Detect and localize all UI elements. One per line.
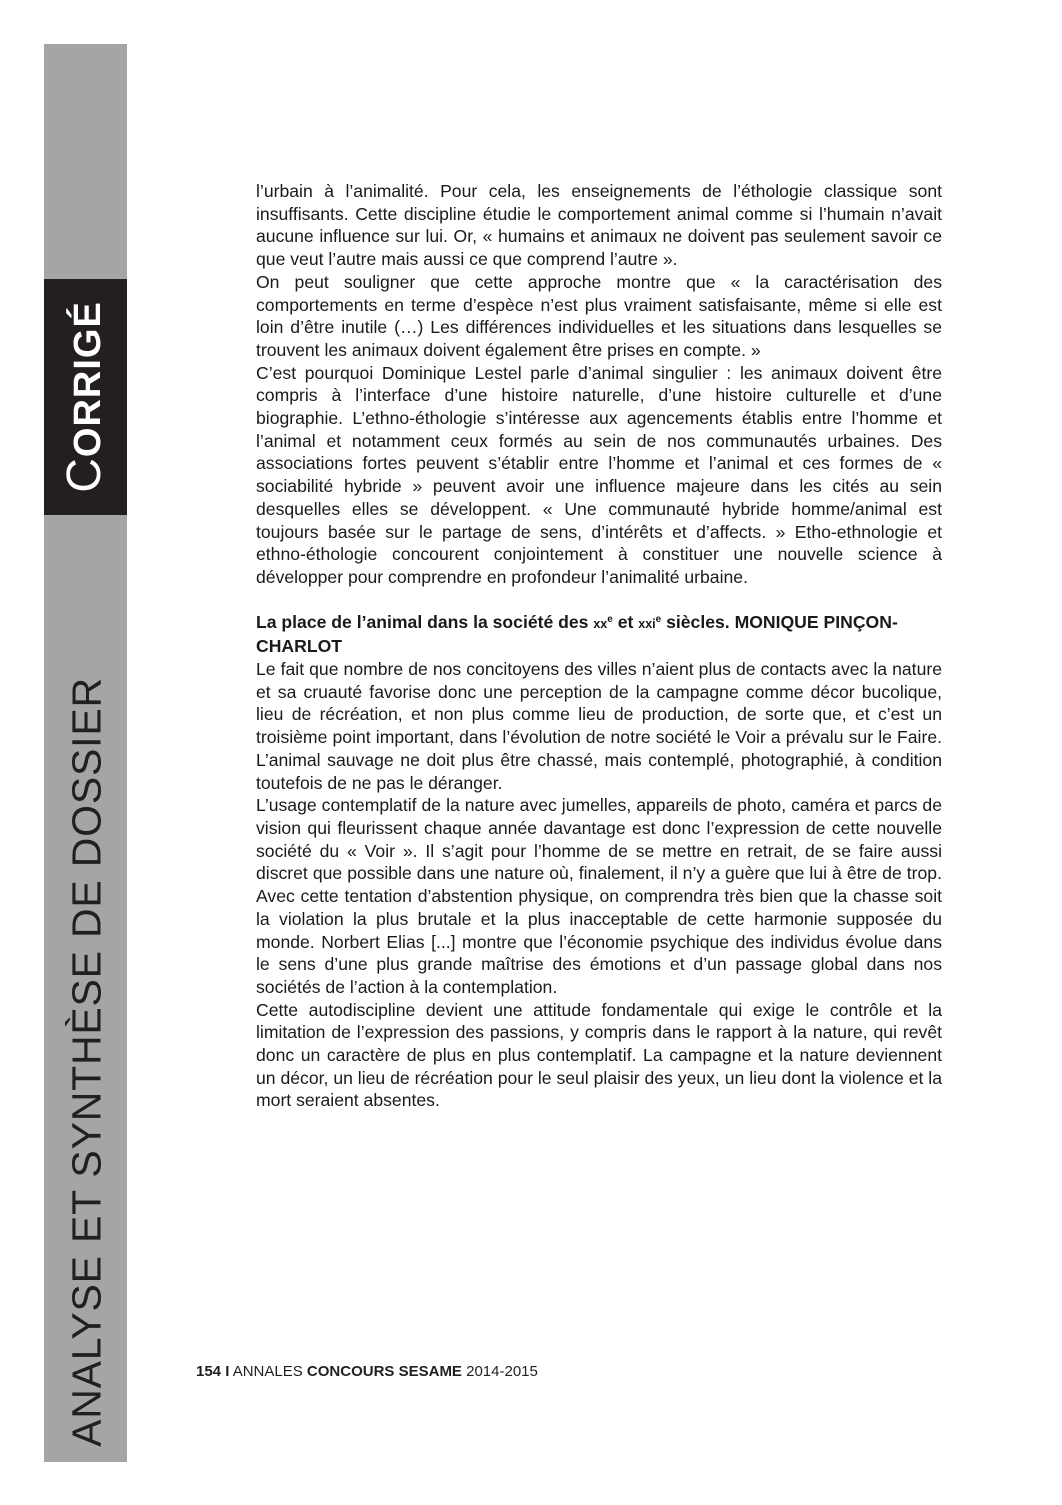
heading-text: et [612, 611, 639, 632]
heading-text: siècles. MONIQUE PINÇON-CHARLOT [256, 611, 898, 657]
heading-century: xx [593, 616, 608, 631]
page-number: 154 I [196, 1363, 230, 1380]
heading-century: xxi [638, 616, 656, 631]
section-label-rest: ORRIGÉ [67, 301, 109, 458]
paragraph: On peut souligner que cette approche montre que « la caractérisation des comportements en terme d’espèce n’est plus vraiment satisfaisante, même si elle est loin d’être inutile (…) Les différences individuelles et les situations dans lesquelles se trouvent les animaux doivent également être prises en compte. » [256, 271, 942, 360]
heading-sup: e [607, 613, 613, 625]
paragraph: Cette autodiscipline devient une attitude fondamentale qui exige le contrôle et la limitation de l’expression des passions, y compris dans le rapport à la nature, qui revêt donc un caractère de plus en plus contemplatif. La campagne et la nature deviennent un décor, un lieu de récréation pour le seul plaisir des yeux, un lieu dont la violence et la mort seraient absentes. [256, 999, 942, 1111]
paragraph: Le fait que nombre de nos concitoyens des villes n’aient plus de contacts avec la nature et sa cruauté favorise donc une perception de la campagne comme décor bucolique, lieu de récréation, et non plus comme lieu de production, de sorte que, et c’est un troisième point important, dans l’évolution de notre société le Voir a prévalu sur le Faire. L’animal sauvage ne doit plus être chassé, mais contemplé, photographié, à condition toutefois de ne pas le déranger. [256, 659, 942, 793]
heading-sup: e [655, 613, 662, 625]
section-label-cap: C [58, 457, 111, 493]
paragraph: l’urbain à l’animalité. Pour cela, les enseignements de l’éthologie classique sont insuffisants. Cette discipline étudie le comportement animal comme si l’humain n’avait aucune influence sur lui. Or, « humains et animaux ne doivent pas seulement savoir ce que veut l’autre mais aussi ce que comprend l’autre ». [256, 181, 942, 270]
footer-publication: CONCOURS SESAME [306, 1363, 462, 1380]
section-heading [256, 611, 942, 658]
footer-annales: ANNALES [229, 1363, 307, 1380]
main-text [256, 180, 942, 1112]
paragraph: C’est pourquoi Dominique Lestel parle d’animal singulier : les animaux doivent être compris à l’interface d’une histoire naturelle, d’une histoire culturelle et d’une biographie. L’ethno-éthologie s’intéresse aux agencements établis entre l’homme et l’animal et notamment ceux formés au sein de nos communautés urbaines. Des associations fortes peuvent s’établir entre l’homme et l’animal et ces formes de « sociabilité hybride » peuvent avoir une influence majeure dans les cités au sein desquelles elles se développent. « Une communauté hybride homme/animal est toujours basée sur le partage de sens, d’intérêts et d’affects. » Etho-ethnologie et ethno-éthologie concourent conjointement à constituer une nouvelle science à développer pour comprendre en profondeur l’animalité urbaine. [256, 362, 942, 587]
paragraph: L’usage contemplatif de la nature avec jumelles, appareils de photo, caméra et parcs de vision qui fleurissent chaque année davantage est donc l’expression de cette nouvelle société du « Voir ». Il s’agit pour l’homme de se mettre en retrait, de se faire aussi discret que possible dans une nature où, finalement, il n’y a guère que lui à être de trop. Avec cette tentation d’abstention physique, on comprendra très bien que la chasse soit la violation la plus brutale et la plus inacceptable de cette harmonie supposée du monde. Norbert Elias [...] montre que l’économie psychique des individus évolue dans le sens d’une plus grande maîtrise des émotions et d’un passage global dans nos sociétés de l’action à la contemplation. [256, 795, 942, 997]
heading-text: La place de l’animal dans la société des [256, 611, 594, 632]
page-footer [196, 1363, 538, 1380]
section-label [58, 301, 111, 493]
footer-years: 2014-2015 [461, 1363, 538, 1380]
sidebar-title: ANALYSE ET SYNTHÈSE DE DOSSIER [63, 677, 110, 1447]
